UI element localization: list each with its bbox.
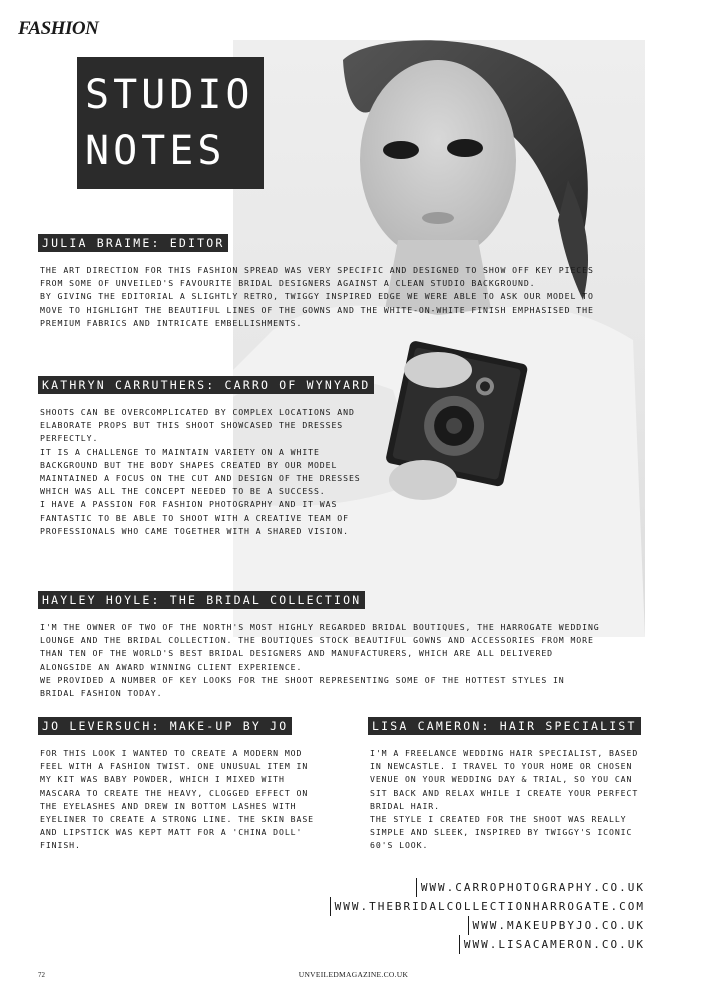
- heading-hayley-hoyle: HAYLEY HOYLE: THE BRIDAL COLLECTION: [38, 591, 365, 609]
- heading-jo-leversuch: JO LEVERSUCH: MAKE-UP BY JO: [38, 717, 292, 735]
- body-jo-leversuch: [40, 747, 320, 853]
- link-makeup-by-jo[interactable]: WWW.MAKEUPBYJO.CO.UK: [468, 916, 645, 935]
- heading-kathryn-carruthers: KATHRYN CARRUTHERS: CARRO OF WYNYARD: [38, 376, 374, 394]
- heading-lisa-cameron: LISA CAMERON: HAIR SPECIALIST: [368, 717, 641, 735]
- title-line-2: NOTES: [85, 128, 226, 174]
- paragraph: THE STYLE I CREATED FOR THE SHOOT WAS REALLY SIMPLE AND SLEEK, INSPIRED BY TWIGGY'S ICONIC 60'S LOOK.: [370, 814, 633, 851]
- page-number: 72: [38, 971, 45, 979]
- body-lisa-cameron: [370, 747, 650, 853]
- link-lisa-cameron[interactable]: WWW.LISACAMERON.CO.UK: [459, 935, 645, 954]
- link-carro-photography[interactable]: WWW.CARROPHOTOGRAPHY.CO.UK: [416, 878, 645, 897]
- paragraph: I'M THE OWNER OF TWO OF THE NORTH'S MOST HIGHLY REGARDED BRIDAL BOUTIQUES, THE HARROGATE WEDDING LOUNGE AND THE BRIDAL COLLECTION. THE BOUTIQUES STOCK BEAUTIFUL GOWNS AND ACCESSORIES FROM MORE THAN TEN OF THE WORLD'S BEST BRIDAL DESIGNERS AND MANUFACTURERS, WHICH ARE ALL DELIVERED ALONGSIDE AN AWARD WINNING CLIENT EXPERIENCE.: [40, 622, 600, 672]
- paragraph: WE PROVIDED A NUMBER OF KEY LOOKS FOR THE SHOOT REPRESENTING SOME OF THE HOTTEST STYLES IN BRIDAL FASHION TODAY.: [40, 674, 565, 699]
- title-box: [77, 57, 264, 189]
- paragraph: THE ART DIRECTION FOR THIS FASHION SPREAD WAS VERY SPECIFIC AND DESIGNED TO SHOW OFF KEY PIECES FROM SOME OF UNVEILED'S FAVOURITE BRIDAL DESIGNERS AGAINST A CLEAN STUDIO BACKGROUND.: [40, 265, 594, 289]
- footer-site: UNVEILEDMAGAZINE.CO.UK: [298, 970, 409, 979]
- link-bridal-collection[interactable]: WWW.THEBRIDALCOLLECTIONHARROGATE.COM: [330, 897, 645, 916]
- section-tag: FASHION: [18, 18, 99, 39]
- paragraph: I HAVE A PASSION FOR FASHION PHOTOGRAPHY AND IT WAS FANTASTIC TO BE ABLE TO SHOOT WITH A CREATIVE TEAM OF PROFESSIONALS WHO CAME TOGETHER WITH A SHARED VISION.: [40, 499, 349, 536]
- body-hayley-hoyle: [40, 621, 600, 700]
- paragraph: FOR THIS LOOK I WANTED TO CREATE A MODERN MOD FEEL WITH A FASHION TWIST. ONE UNUSUAL ITEM IN MY KIT WAS BABY POWDER, WHICH I MIXED WITH MASCARA TO CREATE THE HEAVY, CLOGGED EFFECT ON THE EYELASHES AND DREW IN BOTTOM LASHES WITH EYELINER TO CREATE A STRONG LINE. THE SKIN BASE AND LIPSTICK WAS KEPT MATT FOR A 'CHINA DOLL' FINISH.: [40, 748, 314, 851]
- body-kathryn-carruthers: [40, 406, 362, 538]
- paragraph: BY GIVING THE EDITORIAL A SLIGHTLY RETRO, TWIGGY INSPIRED EDGE WE WERE ABLE TO ASK OUR MODEL TO MOVE TO HIGHLIGHT THE BEAUTIFUL LINES OF THE GOWNS AND THE WHITE-ON-WHITE FINISH EMPHASISED THE PREMIUM FABRICS AND INTRICATE EMBELLISHMENTS.: [40, 291, 594, 328]
- body-julia-braime: [40, 264, 600, 330]
- website-links: [330, 878, 645, 954]
- paragraph: SHOOTS CAN BE OVERCOMPLICATED BY COMPLEX LOCATIONS AND ELABORATE PROPS BUT THIS SHOOT SHOWCASED THE DRESSES PERFECTLY.: [40, 407, 355, 444]
- title-line-1: STUDIO: [85, 72, 254, 118]
- paragraph: I'M A FREELANCE WEDDING HAIR SPECIALIST, BASED IN NEWCASTLE. I TRAVEL TO YOUR HOME OR CHOSEN VENUE ON YOUR WEDDING DAY & TRIAL, SO YOU CAN SIT BACK AND RELAX WHILE I CREATE YOUR PERFECT BRIDAL HAIR.: [370, 748, 639, 811]
- model-photo: [233, 40, 645, 637]
- paragraph: IT IS A CHALLENGE TO MAINTAIN VARIETY ON A WHITE BACKGROUND BUT THE BODY SHAPES CREATED BY OUR MODEL MAINTAINED A FOCUS ON THE CUT AND DESIGN OF THE DRESSES WHICH WAS ALL THE CONCEPT NEEDED TO BE A SUCCESS.: [40, 446, 361, 497]
- heading-julia-braime: JULIA BRAIME: EDITOR: [38, 234, 228, 252]
